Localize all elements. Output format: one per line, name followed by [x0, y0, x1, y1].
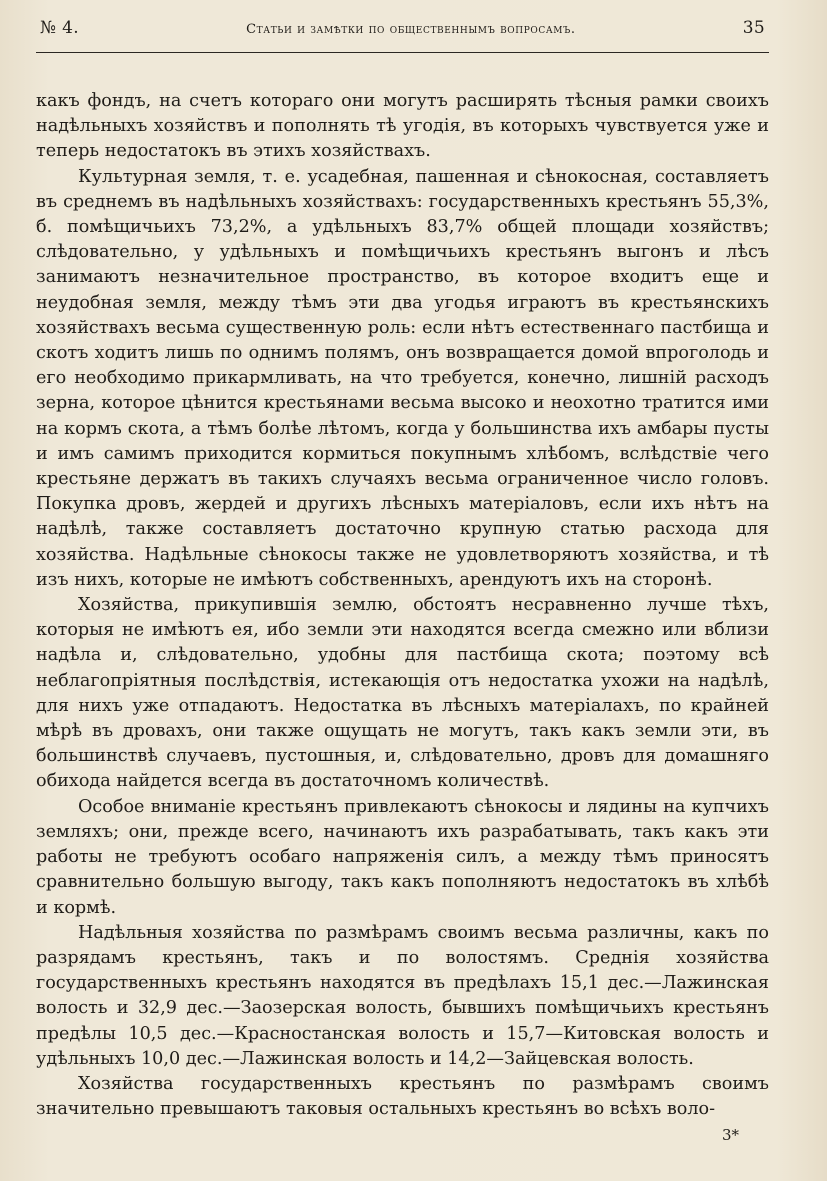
paragraph: Надѣльныя хозяйства по размѣрамъ своимъ весьма различны, какъ по разрядамъ крестьянъ, такъ и по волостямъ. Среднія хозяйства государственныхъ крестьянъ находятся въ предѣлахъ 15,1 дес.—Лажинская волость и 32,9 дес.—Заозерская волость, бывшихъ помѣщичьихъ крестьянъ предѣлы 10,5 дес.—Красностанская волость и 15,7—Китовская волость и удѣльныхъ 10,0 дес.—Лажинская волость и 14,2—Зайцевская волость.	[36, 922, 769, 1069]
running-title: Статьи и замѣтки по общественнымъ вопросамъ.	[246, 22, 576, 37]
page-number: 35	[742, 18, 765, 38]
paragraph: Хозяйства государственныхъ крестьянъ по размѣрамъ своимъ значительно превышаютъ таковыя остальныхъ крестьянъ во всѣхъ воло-	[36, 1073, 769, 1120]
paragraph: Хозяйства, прикупившія землю, обстоятъ несравненно лучше тѣхъ, которыя не имѣютъ ея, ибо земли эти находятся всегда смежно или вблизи надѣла и, слѣдовательно, удобны для пастбища скота; поэтому всѣ неблагопріятныя послѣдствія, истекающія отъ недостатка ухожи на надѣлѣ, для нихъ уже отпадаютъ. Недостатка въ лѣсныхъ матеріалахъ, по крайней мѣрѣ въ дровахъ, они также ощущать не могутъ, такъ какъ земли эти, въ большинствѣ случаевъ, пустошныя, и, слѣдовательно, дровъ для домашняго обихода найдется всегда въ достаточномъ количествѣ.	[36, 595, 769, 792]
paragraph: Особое вниманіе крестьянъ привлекаютъ сѣнокосы и лядины на купчихъ земляхъ; они, прежде всего, начинаютъ ихъ разрабатывать, такъ какъ эти работы не требуютъ особаго напряженія силъ, а между тѣмъ приносятъ сравнительно большую выгоду, такъ какъ пополняютъ недостатокъ въ хлѣбѣ и кормѣ.	[36, 796, 769, 918]
running-header	[36, 18, 769, 53]
issue-number: № 4.	[40, 18, 79, 38]
article-body	[36, 89, 769, 1122]
signature-mark: 3*	[721, 1126, 739, 1144]
paragraph: какъ фондъ, на счетъ котораго они могутъ расширять тѣсныя рамки своихъ надѣльныхъ хозяйствъ и пополнять тѣ угодія, въ которыхъ чувствуется уже и теперь недостатокъ въ этихъ хозяйствахъ.	[36, 91, 769, 162]
paragraph: Культурная земля, т. е. усадебная, пашенная и сѣнокосная, составляетъ въ среднемъ въ надѣльныхъ хозяйствахъ: государственныхъ крестьянъ 55,3%, б. помѣщичьихъ 73,2%, а удѣльныхъ 83,7% общей площади хозяйствъ; слѣдовательно, у удѣльныхъ и помѣщичьихъ крестьянъ выгонъ и лѣсъ занимаютъ незначительное пространство, въ которое входитъ еще и неудобная земля, между тѣмъ эти два угодья играютъ въ крестьянскихъ хозяйствахъ весьма существенную роль: если нѣтъ естественнаго пастбища и скотъ ходитъ лишь по однимъ полямъ, онъ возвращается домой впроголодь и его необходимо прикармливать, на что требуется, конечно, лишній расходъ зерна, которое цѣнится крестьянами весьма высоко и неохотно тратится ими на кормъ скота, а тѣмъ болѣе лѣтомъ, когда у большинства ихъ амбары пусты и имъ самимъ приходится кормиться покупнымъ хлѣбомъ, вслѣдствіе чего крестьяне держатъ въ такихъ случаяхъ весьма ограниченное число головъ. Покупка дровъ, жердей и другихъ лѣсныхъ матеріаловъ, если ихъ нѣтъ на надѣлѣ, также составляетъ достаточно крупную статью расхода для хозяйства. Надѣльные сѣнокосы также не удовлетворяютъ хозяйства, и тѣ изъ нихъ, которые не имѣютъ собственныхъ, арендуютъ ихъ на сторонѣ.	[36, 166, 769, 590]
